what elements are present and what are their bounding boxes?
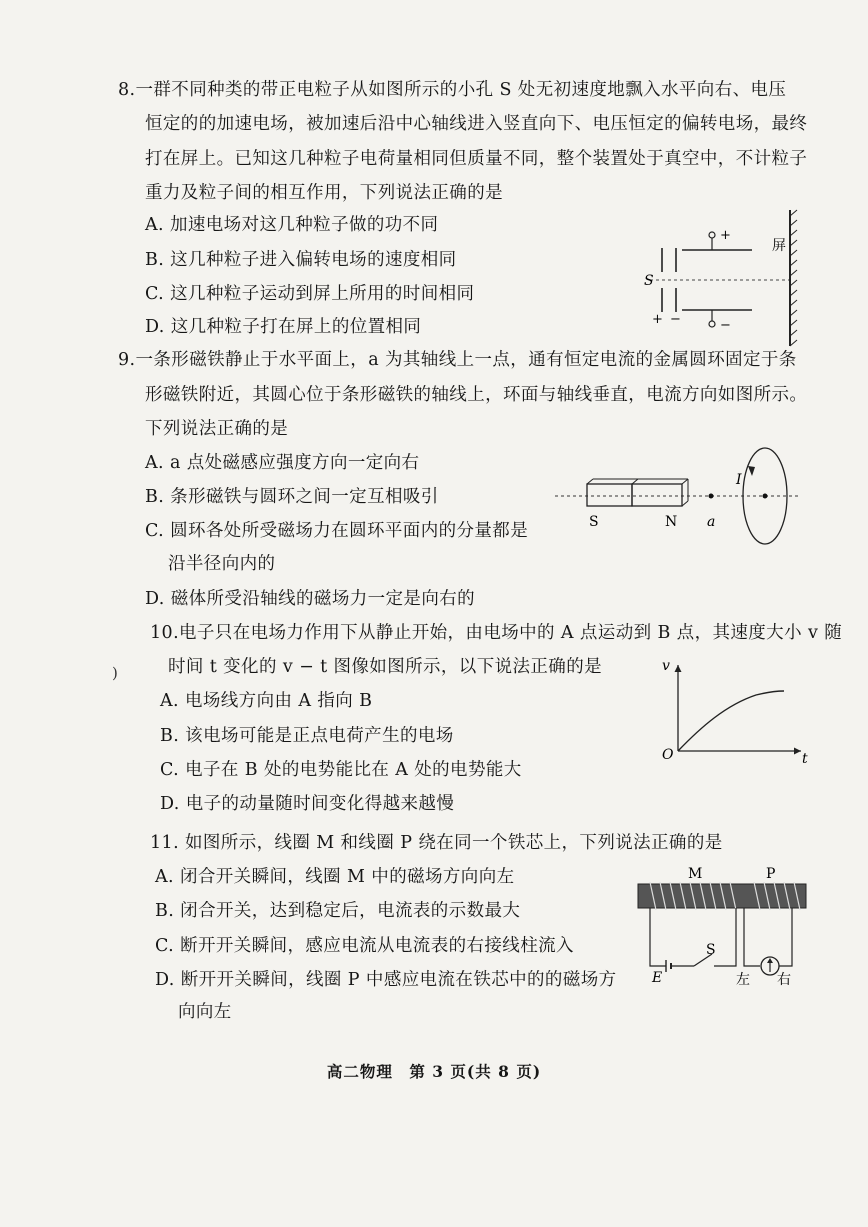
q11-option-a: A. 闭合开关瞬间，线圈 M 中的磁场方向向左 xyxy=(155,867,515,887)
q11-option-d-cont: 向向左 xyxy=(178,1002,232,1022)
q8-stem-line-1: 8.一群不同种类的带正电粒子从如图所示的小孔 S 处无初速度地飘入水平向右、电压 xyxy=(118,80,787,100)
magnet-south-block xyxy=(587,484,632,506)
q8-option-c: C. 这几种粒子运动到屏上所用的时间相同 xyxy=(145,284,475,304)
q10-option-d: D. 电子的动量随时间变化得越来越慢 xyxy=(160,794,455,814)
screen-hatching xyxy=(790,210,797,346)
q10-figure-svg xyxy=(656,655,811,767)
ring-center-dot xyxy=(763,494,768,499)
q9-figure-svg xyxy=(555,446,800,548)
secondary-wire-right xyxy=(779,908,792,966)
deflect-minus-label: − xyxy=(720,318,731,333)
q9-stem-line-2: 形磁铁附近，其圆心位于条形磁铁的轴线上，环面与轴线垂直，电流方向如图所示。 xyxy=(145,385,808,405)
current-label: I xyxy=(736,472,742,488)
vt-curve xyxy=(678,691,784,751)
q9-option-d: D. 磁体所受沿轴线的磁场力一定是向右的 xyxy=(145,589,476,609)
coil-m-label: M xyxy=(688,866,703,882)
q8-stem-line-3: 打在屏上。已知这几种粒子电荷量相同但质量不同，整个装置处于真空中，不计粒子 xyxy=(145,149,808,169)
primary-wire-left xyxy=(650,908,666,966)
q9-option-c-cont: 沿半径向内的 xyxy=(168,554,276,574)
q10-option-b: B. 该电场可能是正点电荷产生的电场 xyxy=(160,726,454,746)
q8-stem-line-4: 重力及粒子间的相互作用，下列说法正确的是 xyxy=(145,183,503,203)
ammeter-right-label: 右 xyxy=(777,972,791,988)
primary-wire-right xyxy=(714,908,736,966)
point-a-label: a xyxy=(707,514,716,530)
t-axis-arrow xyxy=(794,748,801,755)
q8-option-d: D. 这几种粒子打在屏上的位置相同 xyxy=(145,317,422,337)
q9-stem-line-1: 9.一条形磁铁静止于水平面上，a 为其轴线上一点，通有恒定电流的金属圆环固定于条 xyxy=(118,350,797,370)
q8-stem-line-2: 恒定的的加速电场，被加速后沿中心轴线进入竖直向下、电压恒定的偏转电场，最终 xyxy=(145,114,808,134)
q8-option-b: B. 这几种粒子进入偏转电场的速度相同 xyxy=(145,250,457,270)
q8-figure-deflection-apparatus xyxy=(640,208,810,348)
deflect-plus-label: + xyxy=(720,228,731,243)
screen-label: 屏 xyxy=(772,238,786,254)
ammeter-left-label: 左 xyxy=(736,972,750,988)
q9-figure-magnet-ring xyxy=(555,446,800,548)
q9-option-c: C. 圆环各处所受磁场力在圆环平面内的分量都是 xyxy=(145,521,529,541)
q8-figure-svg xyxy=(640,208,810,348)
q9-option-b: B. 条形磁铁与圆环之间一定互相吸引 xyxy=(145,487,439,507)
q10-option-c: C. 电子在 B 处的电势能比在 A 处的电势能大 xyxy=(160,760,522,780)
battery-label: E xyxy=(652,970,663,986)
q11-figure-svg xyxy=(636,862,812,992)
q10-stem-line-1: 10.电子只在电场力作用下从静止开始，由电场中的 A 点运动到 B 点，其速度大小 v 随 xyxy=(150,623,843,643)
q11-stem-line-1: 11. 如图所示，线圈 M 和线圈 P 绕在同一个铁芯上，下列说法正确的是 xyxy=(150,833,723,853)
switch-label: S xyxy=(706,942,716,958)
deflect-terminal-top xyxy=(709,232,715,238)
magnet-north-block xyxy=(632,484,682,506)
q9-option-a: A. a 点处磁感应强度方向一定向右 xyxy=(145,453,420,473)
accel-minus-label: − xyxy=(670,312,681,327)
accel-plus-label: + xyxy=(652,312,663,327)
q11-option-b: B. 闭合开关，达到稳定后，电流表的示数最大 xyxy=(155,901,521,921)
margin-mark: ) xyxy=(112,664,118,682)
q9-stem-line-3: 下列说法正确的是 xyxy=(145,419,289,439)
v-axis-arrow xyxy=(675,665,682,672)
q10-figure-vt-graph xyxy=(656,655,811,767)
q11-figure-coils xyxy=(636,862,812,992)
north-label: N xyxy=(665,514,678,530)
south-label: S xyxy=(589,514,599,530)
t-axis-label: t xyxy=(802,751,808,767)
q8-option-a: A. 加速电场对这几种粒子做的功不同 xyxy=(145,215,439,235)
hole-label: S xyxy=(644,273,654,289)
deflect-terminal-bottom xyxy=(709,321,715,327)
q11-option-d: D. 断开开关瞬间，线圈 P 中感应电流在铁芯中的的磁场方 xyxy=(155,970,617,990)
origin-label: O xyxy=(662,747,674,763)
point-a-dot xyxy=(709,494,714,499)
v-axis-label: v xyxy=(662,658,670,674)
q11-option-c: C. 断开开关瞬间，感应电流从电流表的右接线柱流入 xyxy=(155,936,574,956)
coil-p-label: P xyxy=(766,866,776,882)
q10-option-a: A. 电场线方向由 A 指向 B xyxy=(160,691,373,711)
q10-stem-line-2: 时间 t 变化的 v − t 图像如图所示，以下说法正确的是 xyxy=(168,657,602,677)
secondary-wire-left xyxy=(744,908,760,966)
page-footer: 高二物理 第 3 页(共 8 页) xyxy=(326,1062,542,1081)
current-direction-arrow xyxy=(748,466,755,476)
